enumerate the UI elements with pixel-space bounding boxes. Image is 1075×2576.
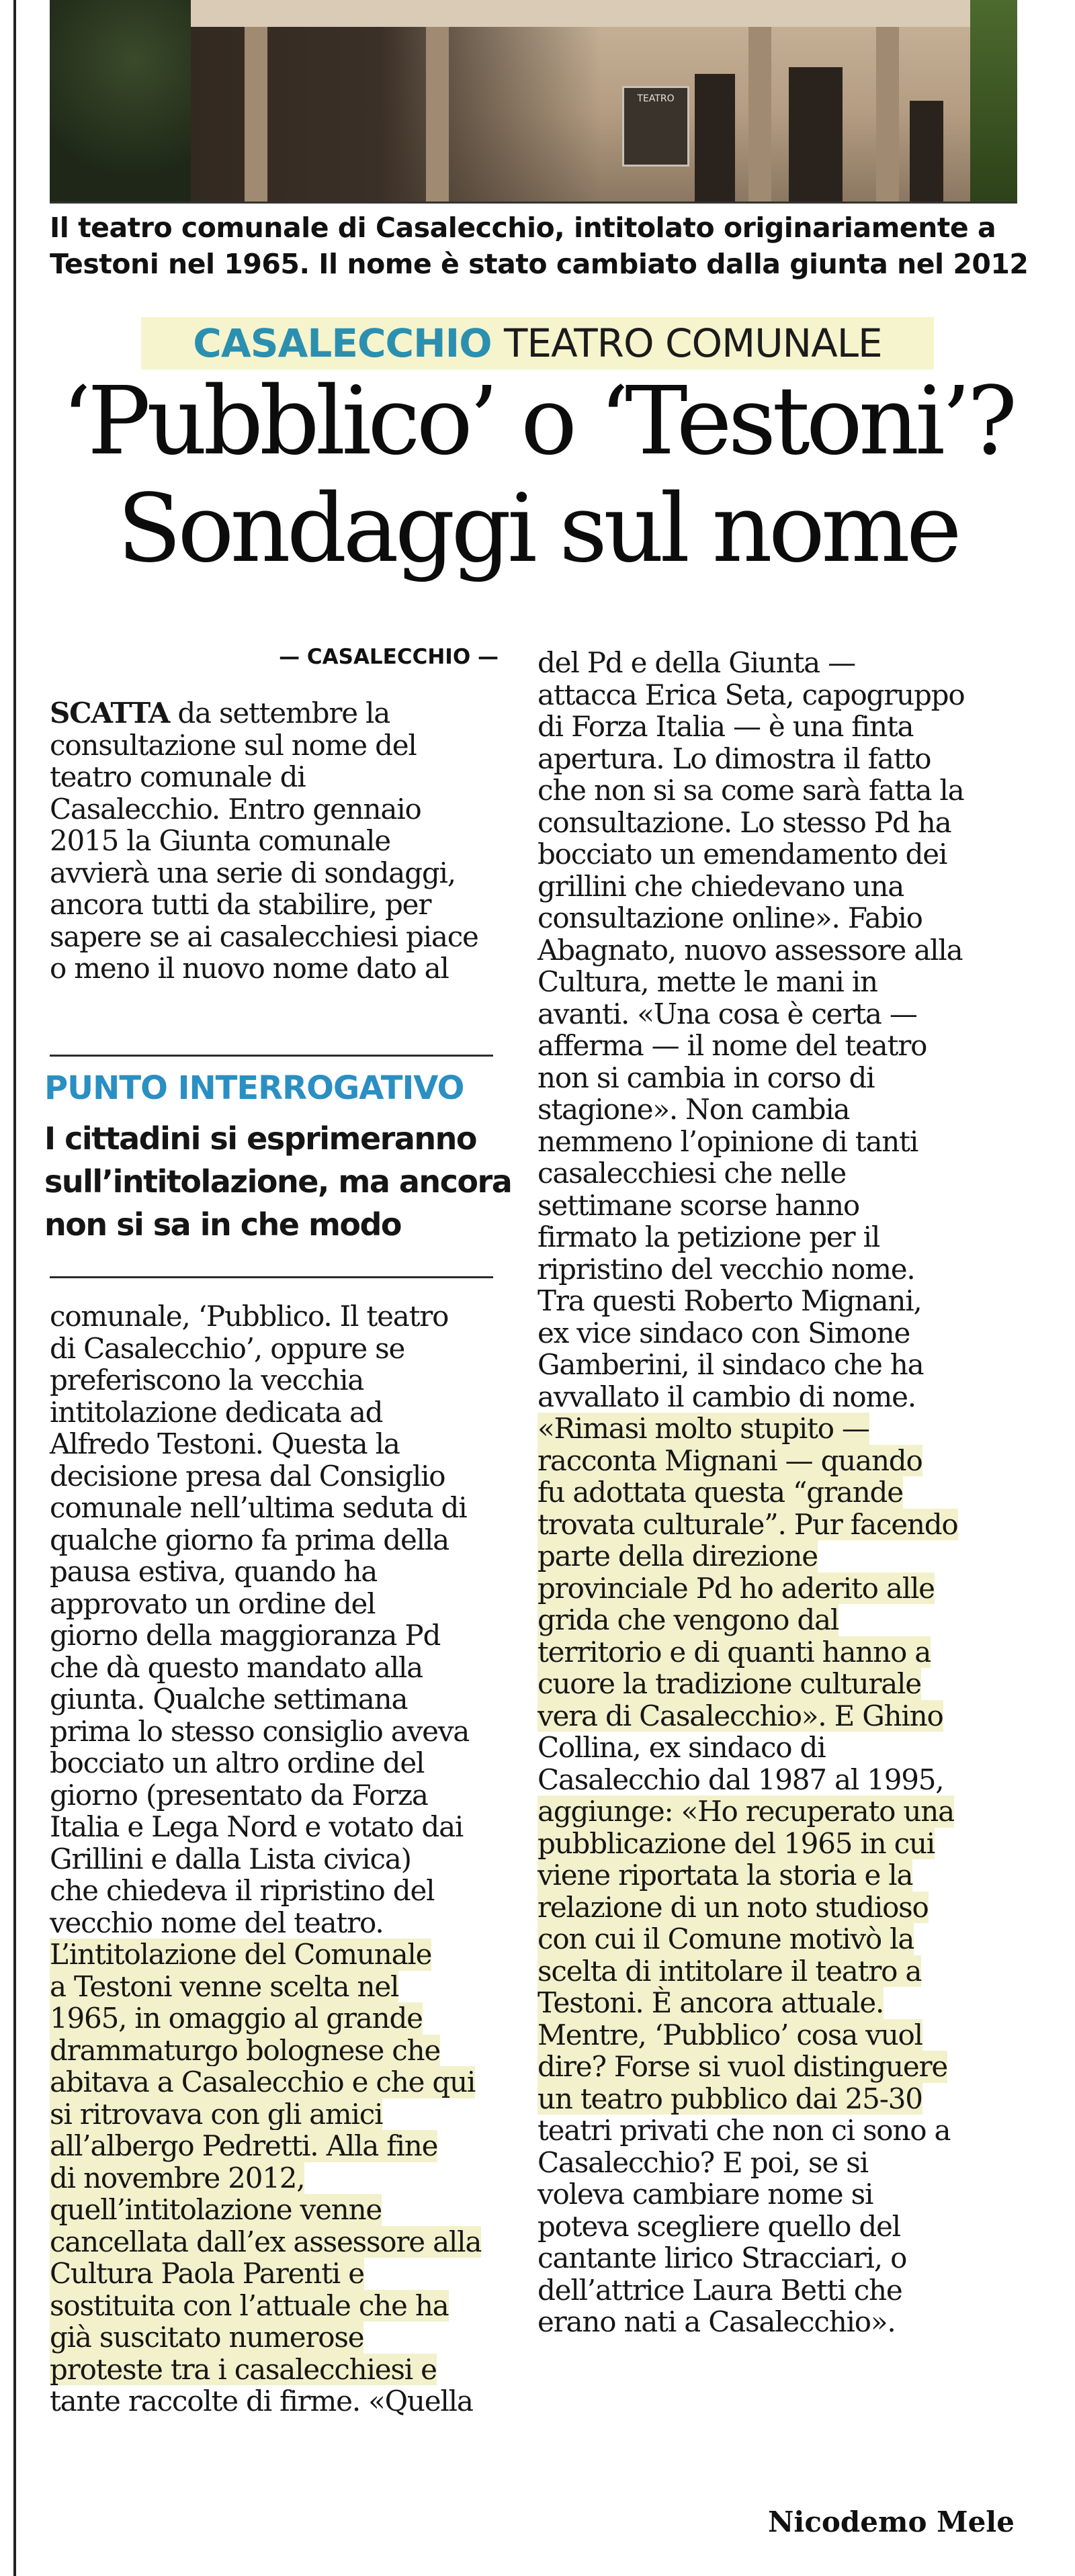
- body-line: del Pd e della Giunta —: [538, 646, 855, 679]
- box-rule-top: [50, 1055, 493, 1057]
- body-line: «Rimasi molto stupito —: [538, 1412, 869, 1445]
- body-line: di Casalecchio’, oppure se: [50, 1331, 405, 1365]
- body-line: voleva cambiare nome si: [538, 2178, 873, 2211]
- body-line: 1965, in omaggio al grande: [50, 2002, 423, 2035]
- body-line: settimane scorse hanno: [538, 1188, 859, 1222]
- body-line: consultazione sul nome del: [50, 728, 417, 762]
- box-subtitle: [44, 1117, 515, 1246]
- box-subtitle-line: non si sa in che modo: [44, 1206, 402, 1243]
- body-line: giorno (presentato da Forza: [50, 1778, 428, 1812]
- body-line: ripristino del vecchio nome.: [538, 1252, 915, 1286]
- body-line: grillini che chiedevano una: [538, 869, 904, 903]
- body-line: Grillini e dalla Lista civica): [50, 1842, 411, 1875]
- body-line: Gamberini, il sindaco che ha: [538, 1348, 924, 1381]
- headline-line: ‘Pubblico’ o ‘Testoni’?: [61, 367, 1014, 476]
- body-line: teatro comunale di: [50, 760, 306, 793]
- photo-sky: [50, 0, 1017, 27]
- body-line: cuore la tradizione culturale: [538, 1667, 921, 1700]
- body-line: viene riportata la storia e la: [538, 1859, 913, 1892]
- author-signature: Nicodemo Mele: [768, 2505, 1015, 2538]
- body-line: che dà questo mandato alla: [50, 1650, 423, 1684]
- body-line: relazione di un noto studioso: [538, 1890, 929, 1924]
- caption-line: Testoni nel 1965. Il nome è stato cambiato dalla giunta nel 2012: [50, 248, 1029, 280]
- body-line: approvato un ordine del: [50, 1587, 376, 1620]
- photo-pillar: [245, 27, 267, 202]
- body-line: giunta. Qualche settimana: [50, 1683, 408, 1716]
- body-line: Collina, ex sindaco di: [538, 1731, 826, 1764]
- body-line: erano nati a Casalecchio».: [538, 2305, 896, 2338]
- kicker-topic: TEATRO COMUNALE: [503, 320, 882, 366]
- body-line: drammaturgo bolognese che: [50, 2033, 441, 2067]
- body-line: pubblicazione del 1965 in cui: [538, 1826, 935, 1860]
- body-line: si ritrovava con gli amici: [50, 2097, 383, 2131]
- body-line: grida che vengono dal: [538, 1603, 839, 1636]
- body-line: territorio e di quanti hanno a: [538, 1635, 931, 1669]
- photo-tree-right: [970, 0, 1017, 202]
- body-line: Alfredo Testoni. Questa la: [50, 1427, 400, 1460]
- body-line: cantante lirico Stracciari, o: [538, 2241, 907, 2274]
- body-line: stagione». Non cambia: [538, 1093, 850, 1126]
- body-line: provinciale Pd ho aderito alle: [538, 1571, 935, 1605]
- body-line: dell’attrice Laura Betti che: [538, 2273, 902, 2307]
- body-line: sostituita con l’attuale che ha: [50, 2289, 449, 2322]
- box-rule-bottom: [50, 1276, 493, 1278]
- photo-pillar: [748, 27, 771, 202]
- theater-photo: [50, 0, 1017, 202]
- section-kicker: [141, 317, 934, 369]
- photo-caption: [50, 210, 1031, 282]
- body-line: casalecchiesi che nelle: [538, 1157, 846, 1190]
- body-line: ancora tutti da stabilire, per: [50, 888, 431, 921]
- headline-line: Sondaggi sul nome: [117, 474, 958, 584]
- body-line: L’intitolazione del Comunale: [50, 1938, 432, 1971]
- body-line: avvierà una serie di sondaggi,: [50, 856, 456, 889]
- body-line: teatri privati che non ci sono a: [538, 2114, 951, 2147]
- body-line: Mentre, ‘Pubblico’ cosa vuol: [538, 2018, 922, 2051]
- body-line: vera di Casalecchio». E Ghino: [538, 1699, 943, 1732]
- body-text: da settembre la: [177, 697, 390, 729]
- body-line: Cultura Paola Parenti e: [50, 2257, 364, 2290]
- dateline: — CASALECCHIO —: [279, 645, 499, 669]
- body-line: a Testoni venne scelta nel: [50, 1969, 399, 2003]
- box-subtitle-line: I cittadini si esprimeranno: [44, 1120, 476, 1157]
- body-line: prima lo stesso consiglio aveva: [50, 1714, 470, 1748]
- body-line: di Forza Italia — è una finta: [538, 710, 914, 743]
- body-line: comunale, ‘Pubblico. Il teatro: [50, 1300, 449, 1333]
- body-line: racconta Mignani — quando: [538, 1444, 922, 1477]
- photo-pillar: [426, 27, 449, 202]
- body-line: che chiedeva il ripristino del: [50, 1874, 435, 1907]
- body-line: dire? Forse si vuol distinguere: [538, 2050, 948, 2083]
- photo-window: [695, 74, 735, 202]
- body-line: Casalecchio? E poi, se si: [538, 2145, 868, 2179]
- caption-line: Il teatro comunale di Casalecchio, intitolato originariamente a: [50, 212, 996, 244]
- photo-pillar: [876, 27, 899, 202]
- body-line: con cui il Comune motivò la: [538, 1922, 914, 1955]
- body-line: 2015 la Giunta comunale: [50, 824, 390, 857]
- body-line: vecchio nome del teatro.: [50, 1906, 384, 1939]
- body-line: ex vice sindaco con Simone: [538, 1316, 910, 1349]
- body-line: Cultura, mette le mani in: [538, 965, 877, 998]
- photo-tree: [50, 0, 191, 202]
- body-line: attacca Erica Seta, capogruppo: [538, 678, 965, 711]
- body-line: bocciato un emendamento dei: [538, 838, 947, 871]
- body-line: bocciato un altro ordine del: [50, 1746, 425, 1779]
- body-line: abitava a Casalecchio e che qui: [50, 2066, 476, 2098]
- body-line: afferma — il nome del teatro: [538, 1029, 927, 1062]
- body-line: Casalecchio dal 1987 al 1995,: [538, 1763, 944, 1796]
- lead-word: SCATTA: [50, 697, 170, 729]
- box-title: PUNTO INTERROGATIVO: [44, 1069, 464, 1107]
- photo-rule: [50, 202, 1017, 204]
- body-line: Tra questi Roberto Mignani,: [538, 1284, 922, 1317]
- body-line: quell’intitolazione venne: [50, 2193, 382, 2226]
- body-line: pausa estiva, quando ha: [50, 1555, 378, 1588]
- body-line: cancellata dall’ex assessore alla: [50, 2225, 482, 2258]
- box-subtitle-line: sull’intitolazione, ma ancora: [44, 1163, 512, 1200]
- body-line: tante raccolte di firme. «Quella: [50, 2385, 473, 2417]
- body-line: trovata culturale”. Pur facendo: [538, 1507, 958, 1541]
- body-line: parte della direzione: [538, 1540, 818, 1572]
- body-line: [50, 697, 390, 729]
- body-line: che non si sa come sarà fatta la: [538, 774, 964, 807]
- body-line: fu adottata questa “grande: [538, 1476, 903, 1509]
- body-line: firmato la petizione per il: [538, 1220, 880, 1253]
- headline: [40, 368, 1035, 583]
- body-line: decisione presa dal Consiglio: [50, 1459, 445, 1493]
- body-line: avanti. «Una cosa è certa —: [538, 997, 917, 1030]
- body-line: Abagnato, nuovo assessore alla: [538, 933, 963, 967]
- body-line: apertura. Lo dimostra il fatto: [538, 742, 931, 775]
- body-line: preferiscono la vecchia: [50, 1364, 364, 1396]
- photo-door: [789, 67, 843, 202]
- body-line: già suscitato numerose: [50, 2321, 364, 2354]
- body-line: consultazione online». Fabio: [538, 901, 922, 934]
- body-line: giorno della maggioranza Pd: [50, 1619, 441, 1652]
- body-line: Testoni. È ancora attuale.: [538, 1986, 884, 2019]
- body-line: consultazione. Lo stesso Pd ha: [538, 805, 951, 839]
- body-line: di novembre 2012,: [50, 2161, 305, 2194]
- body-line: qualche giorno fa prima della: [50, 1523, 449, 1556]
- body-line: intitolazione dedicata ad: [50, 1395, 383, 1429]
- body-line: un teatro pubblico dai 25-30: [538, 2082, 922, 2115]
- body-line: avvallato il cambio di nome.: [538, 1380, 916, 1413]
- body-line: all’albergo Pedretti. Alla fine: [50, 2129, 438, 2162]
- kicker-section: CASALECCHIO: [193, 320, 492, 366]
- body-line: o meno il nuovo nome dato al: [50, 952, 449, 985]
- body-line: comunale nell’ultima seduta di: [50, 1491, 467, 1524]
- body-line: poteva scegliere quello del: [538, 2209, 900, 2243]
- body-line: Casalecchio. Entro gennaio: [50, 792, 421, 826]
- body-line: Italia e Lega Nord e votato dai: [50, 1810, 464, 1843]
- body-line: aggiunge: «Ho recuperato una: [538, 1795, 954, 1828]
- body-line: nemmeno l’opinione di tanti: [538, 1124, 918, 1158]
- body-line: scelta di intitolare il teatro a: [538, 1954, 922, 1988]
- body-line: proteste tra i casalecchiesi e: [50, 2352, 437, 2386]
- photo-window: [910, 101, 943, 202]
- body-line: sapere se ai casalecchiesi piace: [50, 920, 478, 953]
- theater-sign: TEATRO: [622, 86, 689, 167]
- body-line: non si cambia in corso di: [538, 1061, 875, 1094]
